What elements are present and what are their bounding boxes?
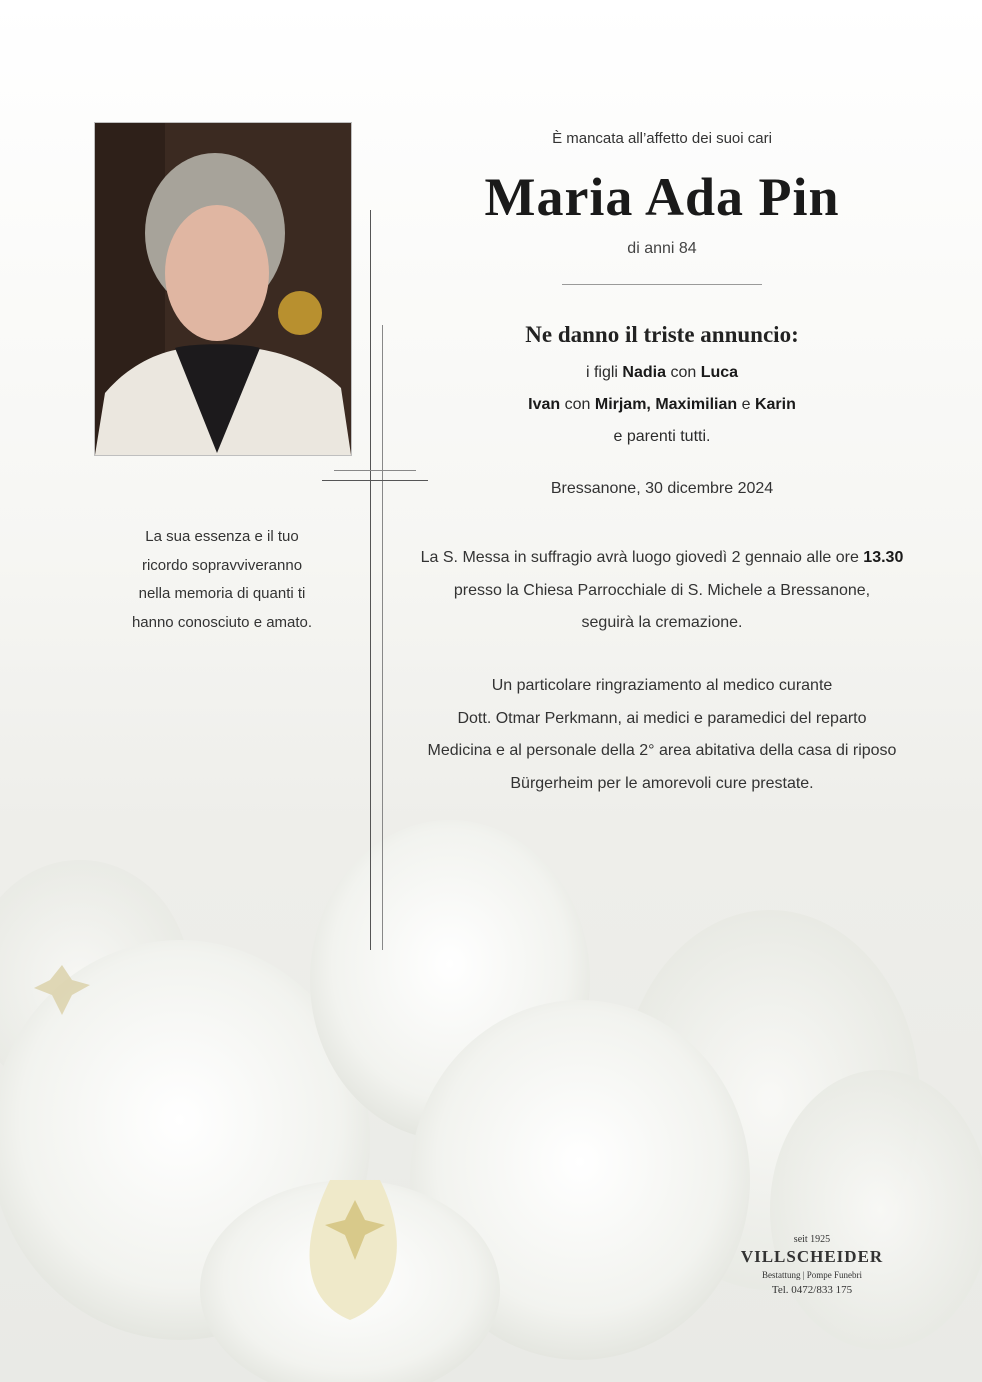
family-text: e bbox=[737, 396, 755, 413]
acknowledgements bbox=[408, 670, 916, 800]
deceased-name: Maria Ada Pin bbox=[484, 167, 840, 227]
quote-line: La sua essenza e il tuo bbox=[145, 528, 299, 545]
quote-line: hanno conosciuto e amato. bbox=[131, 613, 313, 631]
family-text: con bbox=[666, 364, 701, 381]
place-date: Bressanone, 30 dicembre 2024 bbox=[550, 480, 774, 497]
quote-line: nella memoria di quanti ti bbox=[138, 585, 306, 602]
funeral-home-logo bbox=[736, 1234, 888, 1298]
thanks-line: Medicina e al personale della 2° area abitativa della casa di riposo bbox=[427, 742, 897, 759]
family-name: Nadia bbox=[622, 364, 666, 381]
mass-line-1 bbox=[408, 542, 916, 575]
family-name: Karin bbox=[754, 396, 796, 413]
thanks-line: Bürgerheim per le amorevoli cure prestate. bbox=[510, 774, 814, 792]
cross-horizontal-line-inner bbox=[334, 470, 416, 471]
quote-line: ricordo sopravviveranno bbox=[141, 556, 303, 574]
brand-phone: Tel. 0472/833 175 bbox=[771, 1284, 853, 1296]
family-name: Luca bbox=[700, 364, 739, 381]
intro-text: È mancata all’affetto dei suoi cari bbox=[552, 130, 772, 147]
thanks-line: Dott. Otmar Perkmann, ai medici e paramedici del reparto bbox=[457, 709, 867, 727]
funeral-mass-info bbox=[408, 542, 916, 640]
family-line-1 bbox=[408, 357, 916, 389]
brand-since: seit 1925 bbox=[793, 1234, 831, 1245]
deceased-age: di anni 84 bbox=[627, 240, 697, 257]
mass-line-2: presso la Chiesa Parrocchiale di S. Michele a Bressanone, bbox=[453, 581, 871, 599]
brand-subtitle: Bestattung | Pompe Funebri bbox=[761, 1270, 863, 1280]
family-name: Ivan bbox=[528, 396, 561, 413]
family-name: Mirjam, bbox=[594, 396, 651, 413]
family-text: con bbox=[560, 396, 595, 413]
family-text: i figli bbox=[585, 364, 623, 381]
mass-time: 13.30 bbox=[863, 549, 904, 566]
family-name: Maximilian bbox=[655, 396, 738, 413]
divider bbox=[562, 284, 762, 285]
family-line-2 bbox=[408, 389, 916, 421]
portrait-photo bbox=[94, 122, 352, 456]
announcement-title: Ne danno il triste annuncio: bbox=[525, 322, 799, 347]
thanks-line: Un particolare ringraziamento al medico curante bbox=[491, 677, 833, 694]
brand-name: VILLSCHEIDER bbox=[740, 1247, 884, 1266]
mass-line-3: seguirà la cremazione. bbox=[581, 614, 743, 631]
family-line-3: e parenti tutti. bbox=[613, 428, 711, 445]
memorial-quote bbox=[110, 523, 334, 637]
cross-vertical-line-inner bbox=[382, 325, 383, 950]
cross-vertical-line bbox=[370, 210, 371, 950]
family-list bbox=[408, 357, 916, 453]
mass-text: La S. Messa in suffragio avrà luogo giovedì 2 gennaio alle ore bbox=[420, 549, 864, 566]
